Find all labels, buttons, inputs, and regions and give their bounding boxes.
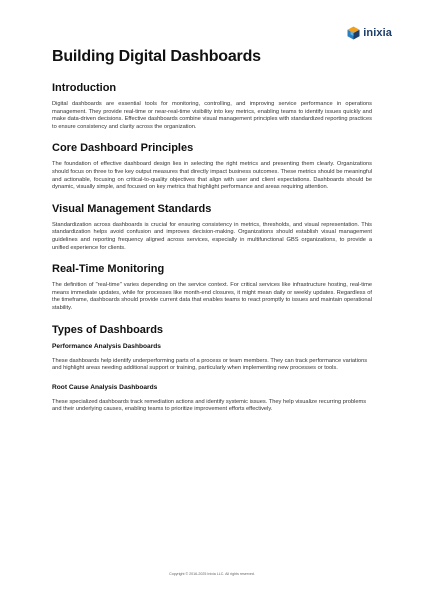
section-body-visual-standards: Standardization across dashboards is crucial for ensuring consistency in metrics, thresholds, and visual representation. This standardization helps avoid confusion and improves decision-making. Organizations should establish visual management guidelines and reporting frequency aligned across services, especially in multifunctional GBS organizations, to provide a unified experience for clients. xyxy=(52,221,372,251)
document-page xyxy=(52,48,372,425)
subsection-heading-performance: Performance Analysis Dashboards xyxy=(52,342,161,350)
section-heading-types: Types of Dashboards xyxy=(52,323,164,336)
subsection-body-performance: These dashboards help identify underperforming parts of a process or team members. They can track performance variations and highlight areas needing additional support or training, particularly when implementing new processes or tools. xyxy=(52,357,368,372)
section-heading-real-time: Real-Time Monitoring xyxy=(52,263,165,276)
section-heading-introduction: Introduction xyxy=(52,82,117,94)
inixia-logo xyxy=(347,26,392,40)
footer-copyright: Copyright © 2016-2025 Inixia LLC. All rights reserved. xyxy=(169,572,255,576)
section-body-core-principles: The foundation of effective dashboard design lies in selecting the right metrics and presenting them clearly. Organizations should focus on three to five key output measures that directly impact business outcomes. These metrics should be meaningful and actionable, focusing on critical-to-quality objectives that align with user and client expectations. Dashboards should be dynamic, visually simple, and focused on key metrics that highlight performance and areas requiring attention. xyxy=(52,161,372,191)
section-body-introduction: Digital dashboards are essential tools for monitoring, controlling, and improving service performance in operations management. They provide real-time or near-real-time visibility into key metrics, enabling teams to identify issues quickly and make data-driven decisions. Effective dashboards combine visual management principles with standardized reporting practices to ensure consistency and clarity across the organization. xyxy=(52,101,372,130)
subsection-heading-root-cause: Root Cause Analysis Dashboards xyxy=(52,383,158,391)
section-heading-visual-standards: Visual Management Standards xyxy=(52,202,212,215)
document-title: Building Digital Dashboards xyxy=(52,48,261,65)
section-heading-core-principles: Core Dashboard Principles xyxy=(52,142,194,155)
section-body-real-time: The definition of "real-time" varies depending on the service context. For critical services like infrastructure hosting, real-time means immediate updates, while for processes like month-end closures, it might mean daily or weekly updates. Regardless of the timeframe, dashboards should provide current data that enables teams to react promptly to issues and maintain operational stability. xyxy=(52,282,372,311)
subsection-body-root-cause: These specialized dashboards track remediation actions and identify systemic issues. They help visualize recurring problems and their underlying causes, enabling teams to prioritize improvement efforts effectively. xyxy=(52,398,367,413)
inixia-logo-icon xyxy=(347,26,360,40)
logo-wordmark: inixia xyxy=(363,27,392,39)
